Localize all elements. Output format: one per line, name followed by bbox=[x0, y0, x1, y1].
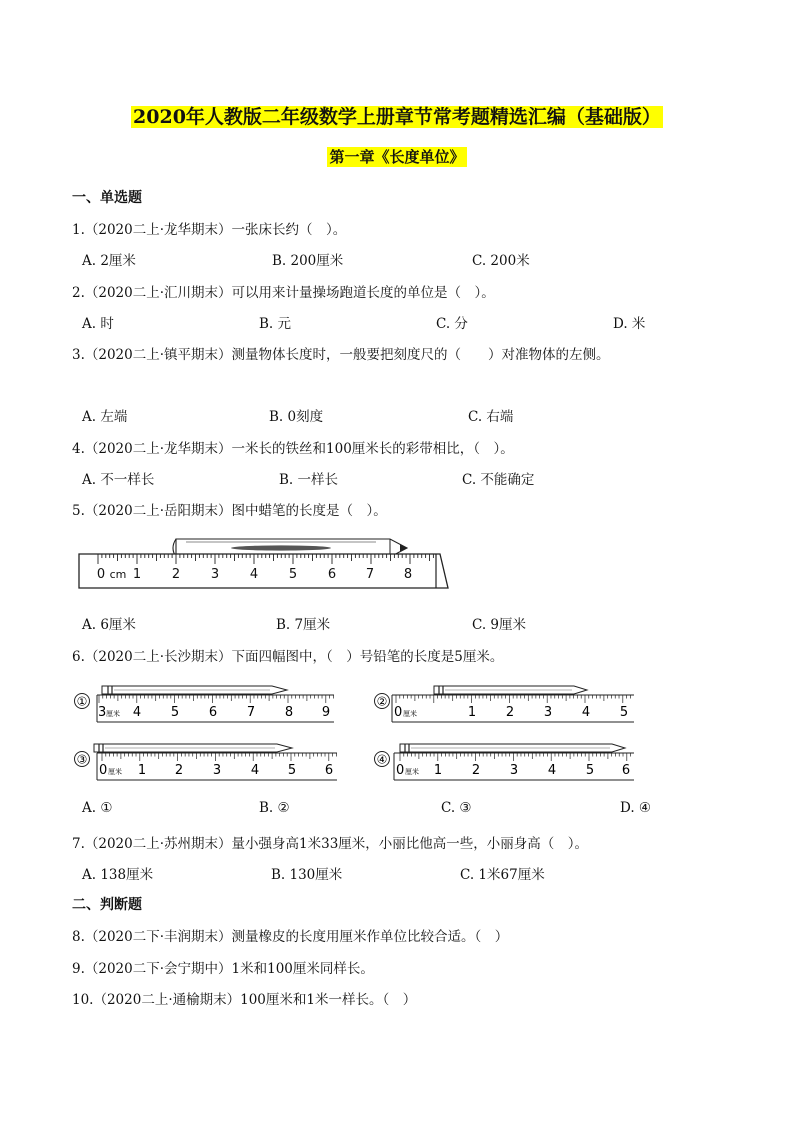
ruler-label-7: 7 bbox=[365, 567, 375, 582]
figure-4-tick-5: 5 bbox=[585, 763, 595, 778]
question-7: 7.（2020二上·苏州期末）量小强身高1米33厘米，小丽比他高一些，小丽身高（ ）。 bbox=[72, 836, 589, 852]
figure-2-tick-first: 0 bbox=[394, 705, 403, 720]
q1-option-c: C. 200米 bbox=[472, 253, 530, 269]
pencil-figure-2 bbox=[375, 686, 635, 722]
figure-4-tick-3: 3 bbox=[509, 763, 519, 778]
figure-2-tick-3: 3 bbox=[543, 705, 553, 720]
figure-3-unit: 厘米 bbox=[108, 768, 122, 776]
ruler-label-0: 0 bbox=[96, 567, 106, 582]
figure-1-tick-6: 6 bbox=[208, 705, 218, 720]
q2-option-b: B. 元 bbox=[259, 316, 292, 332]
figure-1-marker: ① bbox=[76, 694, 88, 709]
q6-option-d: D. ④ bbox=[620, 800, 652, 816]
q7-option-b: B. 130厘米 bbox=[271, 867, 343, 883]
figure-2-tick-2: 2 bbox=[505, 705, 515, 720]
figure-1-tick-8: 8 bbox=[284, 705, 294, 720]
q6-option-b: B. ② bbox=[259, 800, 290, 816]
question-5: 5.（2020二上·岳阳期末）图中蜡笔的长度是（ ）。 bbox=[72, 503, 387, 519]
figure-3-marker: ③ bbox=[76, 752, 88, 767]
document-title: 2020年人教版二年级数学上册章节常考题精选汇编（基础版） bbox=[133, 106, 661, 128]
q7-option-a: A. 138厘米 bbox=[82, 867, 154, 883]
question-3: 3.（2020二上·镇平期末）测量物体长度时，一般要把刻度尺的（ ）对准物体的左侧。 bbox=[72, 347, 610, 363]
figure-4-marker: ④ bbox=[376, 752, 388, 767]
q3-option-c: C. 右端 bbox=[468, 409, 514, 425]
question-6: 6.（2020二上·长沙期末）下面四幅图中，（ ）号铅笔的长度是5厘米。 bbox=[72, 649, 504, 665]
figure-3-tick-6: 6 bbox=[324, 763, 334, 778]
figure-1-tick-9: 9 bbox=[321, 705, 331, 720]
figure-3-tick-5: 5 bbox=[287, 763, 297, 778]
figure-4-tick-first: 0 bbox=[396, 763, 405, 778]
pencil-figures bbox=[72, 678, 642, 788]
figure-1-tick-7: 7 bbox=[246, 705, 256, 720]
figure-2-tick-5: 5 bbox=[619, 705, 629, 720]
q3-option-b: B. 0刻度 bbox=[269, 409, 324, 425]
ruler-label-6: 6 bbox=[327, 567, 337, 582]
q6-option-c: C. ③ bbox=[441, 800, 472, 816]
q4-option-c: C. 不能确定 bbox=[462, 472, 535, 488]
document-title-line bbox=[0, 102, 794, 129]
q4-option-b: B. 一样长 bbox=[279, 472, 339, 488]
q7-option-c: C. 1米67厘米 bbox=[460, 867, 545, 883]
figure-1-tick-4: 4 bbox=[132, 705, 142, 720]
figure-2-tick-4: 4 bbox=[581, 705, 591, 720]
ruler-label-3: 3 bbox=[210, 567, 220, 582]
chapter-title: 第一章《长度单位》 bbox=[329, 148, 465, 166]
figure-3-tick-first: 0 bbox=[99, 763, 108, 778]
pencil-figure-3 bbox=[75, 744, 338, 780]
figure-4-tick-1: 1 bbox=[433, 763, 443, 778]
figure-4-unit: 厘米 bbox=[405, 768, 419, 776]
ruler-label-5: 5 bbox=[288, 567, 298, 582]
ruler-label-2: 2 bbox=[171, 567, 181, 582]
q4-option-a: A. 不一样长 bbox=[82, 472, 155, 488]
crayon-ruler-figure bbox=[76, 532, 452, 592]
q2-option-c: C. 分 bbox=[436, 316, 468, 332]
question-4: 4.（2020二上·龙华期末）一米长的铁丝和100厘米长的彩带相比，（ ）。 bbox=[72, 441, 514, 457]
q6-option-a: A. ① bbox=[82, 800, 113, 816]
pencil-figure-1 bbox=[75, 686, 335, 722]
question-9: 9.（2020二下·会宁期中）1米和100厘米同样长。 bbox=[72, 961, 374, 977]
pencil-figure-4 bbox=[375, 744, 635, 780]
figure-3-tick-2: 2 bbox=[174, 763, 184, 778]
figure-4-tick-2: 2 bbox=[471, 763, 481, 778]
figure-3-tick-1: 1 bbox=[137, 763, 147, 778]
question-10: 10.（2020二上·通榆期末）100厘米和1米一样长。（ ） bbox=[72, 992, 417, 1008]
figure-3-tick-3: 3 bbox=[212, 763, 222, 778]
q3-option-a: A. 左端 bbox=[82, 409, 128, 425]
ruler-label-4: 4 bbox=[249, 567, 259, 582]
q5-option-c: C. 9厘米 bbox=[472, 617, 527, 633]
figure-1-tick-5: 5 bbox=[170, 705, 180, 720]
figure-3-tick-4: 4 bbox=[250, 763, 260, 778]
q2-option-d: D. 米 bbox=[613, 316, 646, 332]
figure-2-marker: ② bbox=[376, 694, 388, 709]
q1-option-b: B. 200厘米 bbox=[272, 253, 344, 269]
figure-1-unit: 厘米 bbox=[106, 710, 120, 718]
question-2: 2.（2020二上·汇川期末）可以用来计量操场跑道长度的单位是（ ）。 bbox=[72, 285, 495, 301]
q2-option-a: A. 时 bbox=[82, 316, 114, 332]
ruler-label-unit: cm bbox=[109, 568, 127, 581]
q1-option-a: A. 2厘米 bbox=[82, 253, 136, 269]
ruler-label-8: 8 bbox=[403, 567, 413, 582]
section-heading-true-false: 二、判断题 bbox=[72, 897, 142, 913]
figure-2-unit: 厘米 bbox=[403, 710, 417, 718]
ruler-label-1: 1 bbox=[132, 567, 142, 582]
question-1: 1.（2020二上·龙华期末）一张床长约（ ）。 bbox=[72, 222, 347, 238]
q5-option-a: A. 6厘米 bbox=[82, 617, 136, 633]
chapter-title-line bbox=[0, 146, 794, 167]
question-8: 8.（2020二下·丰润期末）测量橡皮的长度用厘米作单位比较合适。（ ） bbox=[72, 929, 509, 945]
figure-4-tick-6: 6 bbox=[621, 763, 631, 778]
figure-4-tick-4: 4 bbox=[547, 763, 557, 778]
figure-2-tick-1: 1 bbox=[467, 705, 477, 720]
figure-1-tick-first: 3 bbox=[98, 705, 107, 720]
section-heading-single-choice: 一、单选题 bbox=[72, 190, 142, 206]
q5-option-b: B. 7厘米 bbox=[276, 617, 331, 633]
